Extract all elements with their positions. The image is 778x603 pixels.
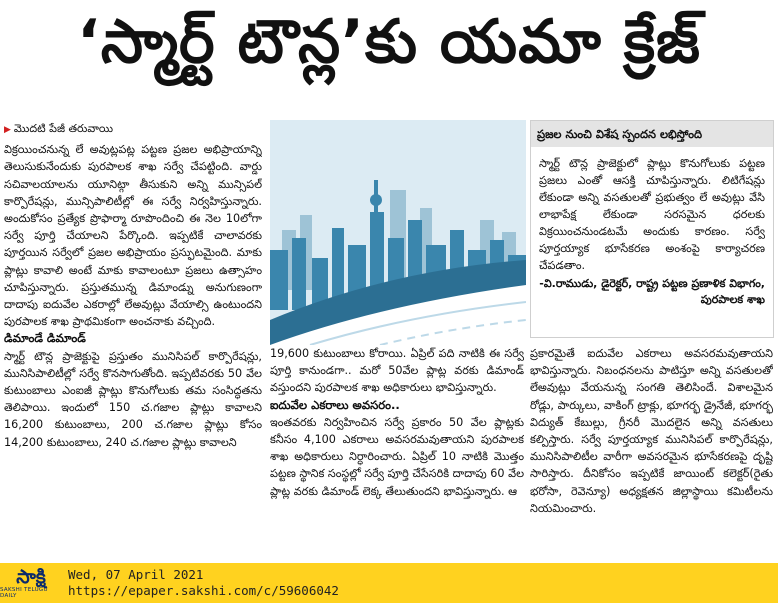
paragraph: విక్రయించనున్న లే అవుట్లపట్ల పట్టణ ప్రజల అభిప్రాయాన్ని తెలుసుకునేందుకు పురపాలక శాఖ సర్వే చేపట్టింది. వార్డు సచివాలయాలను యూనిట్గా తీసుకుని అన్ని మున్సిపల్ కార్పొరేషన్లు, మున్సిపాలిటీల్లో ఈ సర్వే నిర్వహిస్తున్నారు. అందుకోసం ప్రత్యేక ప్రొఫార్మా రూపొందించి ఈ నెల 10లోగా సర్వే పూర్తి చేయాలని పేర్కొంది. ఇప్పటికే చాలావరకు పూర్తయిన సర్వేలో ప్రజల అభిప్రాయం ప్రస్ఫుటమైంది. మాకు ప్లాట్లు కావాలి అంటే మాకు కావాలంటూ ప్రజలు ఉత్సాహం చూపిస్తున్నారు. ప్రస్తుతమున్న డిమాండ్ను అనుగుణంగా దాదాపు ఐదువేల ఎకరాల్లో లేఅవుట్లు వేయాల్సి ఉంటుందని పురపాలక శాఖ ప్రాథమికంగా అంచనాకు వచ్చింది.	[4, 143, 262, 329]
quote-box	[530, 120, 774, 338]
article-column-3	[530, 345, 773, 563]
jump-label: మొదటి పేజీ తరువాయి	[13, 122, 114, 135]
paragraph: ఇంతవరకు నిర్వహించిన సర్వే ప్రకారం 50 వేల ప్లాట్లకు కనీసం 4,100 ఎకరాలు అవసరమవుతాయని పురపాలక శాఖ అధికారులు నిర్ధారించారు. ఏప్రిల్ 10 నాటికి మొత్తం పట్టణ స్థానిక సంస్థల్లో సర్వే పూర్తి చేసేసరికి దాదాపు 60 వేల ప్లాట్ల వరకు డిమాండ్ లెక్క తేలుతుందని భావిస్తున్నారు. ఆ	[270, 415, 524, 498]
triangle-right-icon: ▶	[4, 125, 11, 135]
logo-subtext: SAKSHI TELUGU DAILY	[0, 587, 48, 599]
sakshi-logo	[0, 563, 62, 603]
subheading: డిమాండే డిమాండ్	[4, 331, 86, 346]
footer-bar	[0, 563, 778, 603]
quote-box-title: ప్రజల నుంచి విశేష స్పందన లభిస్తోంది	[531, 121, 773, 147]
article-column-1	[4, 120, 262, 560]
paragraph: ప్రకారమైతే ఐదువేల ఎకరాలు అవసరమవుతాయని భావిస్తున్నారు. నిబంధనలను పాటిస్తూ అన్ని వసతులతో లేఅవుట్లు వేయనున్న సంగతి తెలిసిందే. విశాలమైన రోడ్లు, పార్కులు, వాకింగ్ ట్రాక్లు, భూగర్భ డ్రైనేజీ, భూగర్భ విద్యుత్ కేబుల్లు, గ్రీనరీ మొదలైన అన్ని వసతులు కల్పిస్తారు. సర్వే పూర్తయ్యాక మునిసిపల్ కార్పొరేషన్లు, మునిసిపాలిటీల వారీగా అవసరమైన భూసేకరణపై దృష్టి సారిస్తారు. దీనికోసం ఇప్పటికే జాయింట్ కలెక్టర్(రైతు భరోసా, రెవెన్యూ) అధ్యక్షతన జిల్లాస్థాయి కమిటీలను నియమించారు.	[530, 347, 773, 515]
paragraph: స్మార్ట్ టౌన్ల ప్రాజెక్టుపై ప్రస్తుతం మునిసిపల్ కార్పొరేషన్లు, మునిసిపాలిటీల్లో సర్వే కొనసాగుతోంది. ఇప్పటివరకు 50 వేల కుటుంబాలు ఎంఐజీ ప్లాట్లు కొనుగోలుకు తమ సంసిద్ధతను తెలిపాయి. ఇందులో 150 చ.గజాల ప్లాట్లు కావాలని 16,200 కుటుంబాలు, 200 చ.గజాల ప్లాట్లు కోసం 14,200 కుటుంబాలు, 240 చ.గజాల ప్లాట్లు కావాలని	[4, 349, 262, 449]
quote-box-body: స్మార్ట్ టౌన్ల ప్రాజెక్టులో ప్లాట్లు కొనుగోలుకు పట్టణ ప్రజలు ఎంతో ఆసక్తి చూపిస్తున్నారు. లిటిగేషన్లు లేకుండా అన్ని వసతులతో ప్రభుత్వం లే అవుట్లు వేసి లాభాపేక్ష లేకుండా సరసమైన ధరలకు విక్రయించనుండటమే అందుకు కారణం. సర్వే పూర్తయ్యాక భూసేకరణ అంశంపై కార్యాచరణ చేపడతాం.	[539, 157, 765, 272]
quote-box-signature: -వి.రాముడు, డైరెక్టర్, రాష్ట్ర పట్టణ ప్రణాళిక విభాగం, పురపాలక శాఖ	[539, 277, 765, 306]
logo-text: సాక్షి	[16, 566, 46, 588]
smart-town-illustration	[270, 120, 526, 345]
article-url[interactable]: https://epaper.sakshi.com/c/59606042	[68, 583, 339, 598]
jump-line	[4, 120, 262, 139]
footer-info	[62, 567, 339, 599]
city-road-graphic	[270, 120, 526, 345]
publication-date: Wed, 07 April 2021	[68, 567, 204, 582]
paragraph: 19,600 కుటుంబాలు కోరాయి. ఏప్రిల్ పది నాటికి ఈ సర్వే పూర్తి కానుండగా.. మరో 50వేల ప్లాట్ల వరకు డిమాండ్ వస్తుందని పురపాలక శాఖ అధికారులు భావిస్తున్నారు.	[270, 347, 524, 395]
subheading: ఐదువేల ఎకరాలు అవసరం..	[270, 397, 400, 412]
article-column-2	[270, 345, 524, 563]
headline: ‘స్మార్ట్ టౌన్ల’కు యమా క్రేజ్	[77, 7, 701, 77]
